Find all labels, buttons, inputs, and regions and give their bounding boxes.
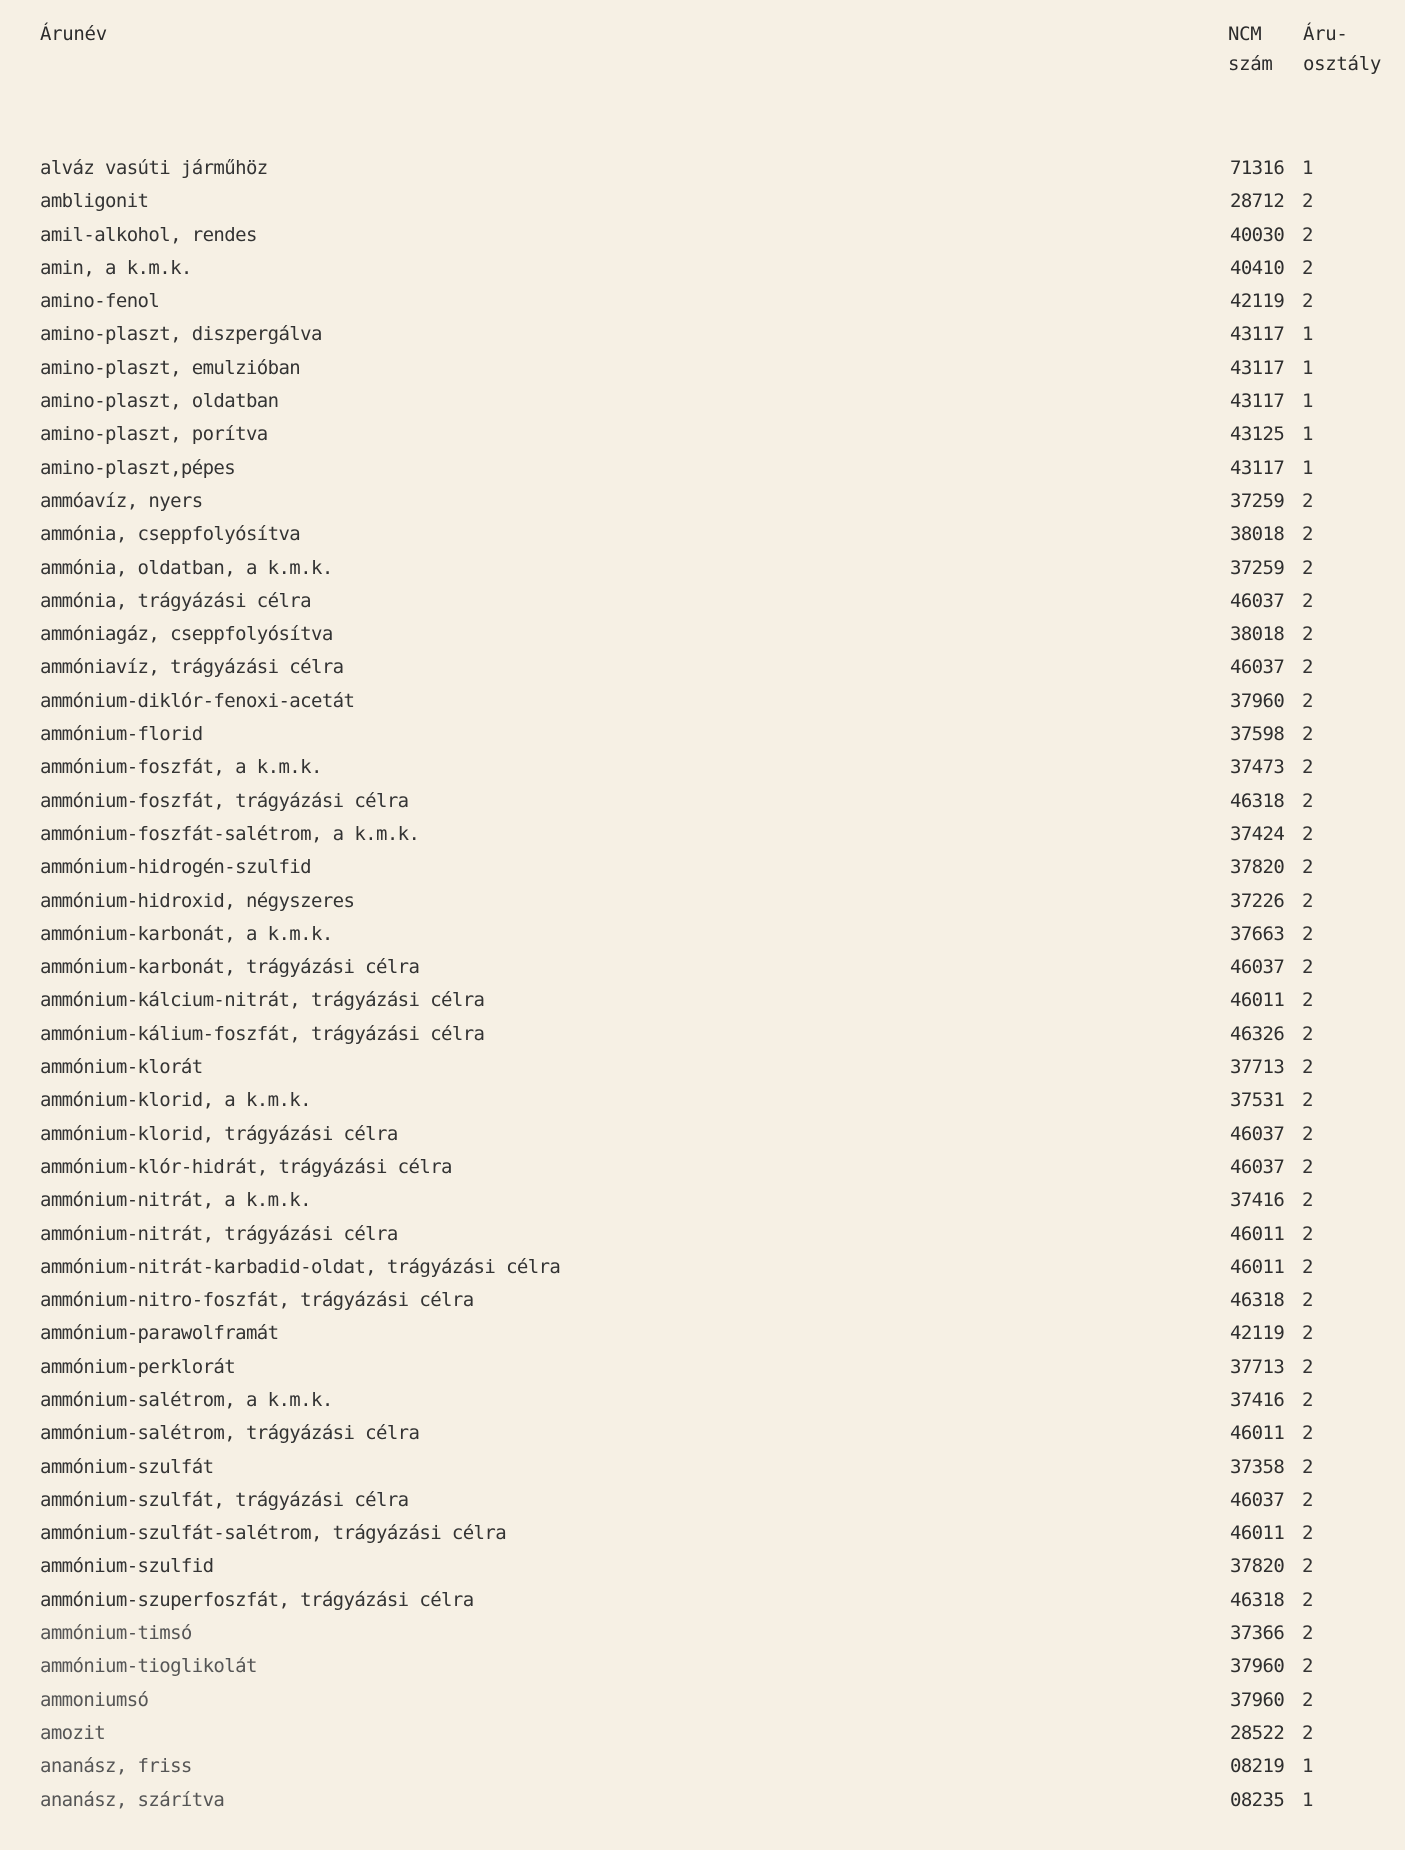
goods-class: 1	[1302, 423, 1313, 446]
list-item	[0, 1451, 1405, 1484]
goods-class: 2	[1302, 1388, 1313, 1411]
goods-name: ammónium-foszfát-salétrom, a k.m.k.	[40, 822, 420, 845]
goods-class: 2	[1302, 723, 1313, 746]
goods-name: ammónium-szulfid	[40, 1555, 214, 1578]
goods-class: 2	[1302, 1089, 1313, 1112]
list-item	[0, 1051, 1405, 1084]
goods-name: ammónium-parawolframát	[40, 1322, 279, 1345]
list-item	[0, 751, 1405, 784]
goods-class: 2	[1302, 689, 1313, 712]
list-item	[0, 585, 1405, 618]
list-item	[0, 1584, 1405, 1617]
ncm-number: 46037	[1230, 1488, 1285, 1511]
list-item	[0, 951, 1405, 984]
list-item	[0, 1251, 1405, 1284]
ncm-number: 46037	[1230, 1122, 1285, 1145]
ncm-number: 43117	[1230, 323, 1285, 346]
list-item	[0, 1717, 1405, 1750]
goods-name: ammónium-foszfát, trágyázási célra	[40, 789, 409, 812]
list-item	[0, 1684, 1405, 1717]
goods-class: 2	[1302, 822, 1313, 845]
list-item	[0, 685, 1405, 718]
list-item	[0, 385, 1405, 418]
ncm-number: 42119	[1230, 290, 1285, 313]
goods-class: 1	[1302, 456, 1313, 479]
goods-name: ananász, friss	[40, 1755, 192, 1778]
goods-name: ananász, szárítva	[40, 1788, 225, 1811]
ncm-number: 40410	[1230, 256, 1285, 279]
goods-name: ammóniagáz, cseppfolyósítva	[40, 623, 333, 646]
goods-class: 2	[1302, 1688, 1313, 1711]
goods-name: ammónium-klór-hidrát, trágyázási célra	[40, 1155, 452, 1178]
goods-name: amino-plaszt, emulzióban	[40, 356, 301, 379]
goods-name: ammónium-szulfát	[40, 1455, 214, 1478]
list-item	[0, 1550, 1405, 1583]
goods-class: 2	[1302, 1022, 1313, 1045]
ncm-number: 37960	[1230, 1655, 1285, 1678]
goods-name: ammónium-klorát	[40, 1056, 203, 1079]
ncm-number: 37531	[1230, 1089, 1285, 1112]
ncm-number: 37366	[1230, 1622, 1285, 1645]
ncm-number: 46011	[1230, 1422, 1285, 1445]
goods-name: ammónium-tioglikolát	[40, 1655, 257, 1678]
goods-class: 1	[1302, 1788, 1313, 1811]
goods-name: ammónium-karbonát, a k.m.k.	[40, 922, 333, 945]
list-item	[0, 1617, 1405, 1650]
ncm-number: 43117	[1230, 456, 1285, 479]
class-header-line1: Áru-	[1303, 23, 1348, 45]
ncm-number: 46037	[1230, 956, 1285, 979]
list-item	[0, 1151, 1405, 1184]
ncm-number: 46011	[1230, 989, 1285, 1012]
list-item	[0, 1650, 1405, 1683]
ncm-number: 37259	[1230, 489, 1285, 512]
goods-class: 2	[1302, 1555, 1313, 1578]
goods-class: 2	[1302, 1289, 1313, 1312]
goods-name: ammónia, trágyázási célra	[40, 589, 311, 612]
ncm-number: 46037	[1230, 656, 1285, 679]
goods-class: 2	[1302, 1422, 1313, 1445]
goods-name: ammónium-szulfát-salétrom, trágyázási célra	[40, 1522, 507, 1545]
ncm-number: 08219	[1230, 1755, 1285, 1778]
goods-name: amin, a k.m.k.	[40, 256, 192, 279]
goods-name: amozit	[40, 1721, 106, 1744]
list-item	[0, 1018, 1405, 1051]
ncm-number: 38018	[1230, 623, 1285, 646]
list-item	[0, 252, 1405, 285]
list-item	[0, 485, 1405, 518]
goods-name: ammónium-klorid, a k.m.k.	[40, 1089, 311, 1112]
list-item	[0, 618, 1405, 651]
goods-class: 2	[1302, 1622, 1313, 1645]
goods-name: ammónium-szuperfoszfát, trágyázási célra	[40, 1588, 474, 1611]
goods-name: ammónia, cseppfolyósítva	[40, 523, 301, 546]
goods-name: amino-plaszt,pépes	[40, 456, 236, 479]
goods-name: amino-plaszt, oldatban	[40, 390, 279, 413]
list-item	[0, 418, 1405, 451]
goods-name: ammónium-florid	[40, 723, 203, 746]
ncm-number: 43117	[1230, 390, 1285, 413]
list-item	[0, 1184, 1405, 1217]
goods-name: amino-plaszt, porítva	[40, 423, 268, 446]
goods-class: 2	[1302, 956, 1313, 979]
list-item	[0, 1384, 1405, 1417]
goods-class: 2	[1302, 789, 1313, 812]
goods-name: alváz vasúti járműhöz	[40, 157, 268, 179]
list-item	[0, 1750, 1405, 1783]
ncm-number: 37598	[1230, 723, 1285, 746]
list-item	[0, 1351, 1405, 1384]
goods-name: ammónium-diklór-fenoxi-acetát	[40, 689, 355, 712]
goods-list	[0, 152, 1405, 1817]
ncm-number: 37960	[1230, 1688, 1285, 1711]
list-item	[0, 318, 1405, 351]
list-item	[0, 785, 1405, 818]
goods-class: 2	[1302, 556, 1313, 579]
goods-name: amino-fenol	[40, 290, 160, 313]
ncm-number: 37416	[1230, 1189, 1285, 1212]
goods-name: ammónium-foszfát, a k.m.k.	[40, 756, 322, 779]
list-item	[0, 285, 1405, 318]
goods-name: ammónia, oldatban, a k.m.k.	[40, 556, 333, 579]
ncm-number: 37416	[1230, 1388, 1285, 1411]
list-item	[0, 718, 1405, 751]
goods-class: 2	[1302, 190, 1313, 213]
ncm-number: 37820	[1230, 1555, 1285, 1578]
goods-class: 2	[1302, 1721, 1313, 1744]
ncm-number: 46037	[1230, 589, 1285, 612]
goods-class: 2	[1302, 989, 1313, 1012]
goods-class: 2	[1302, 1189, 1313, 1212]
goods-name: ammónium-nitrát, a k.m.k.	[40, 1189, 311, 1212]
ncm-number: 08235	[1230, 1788, 1285, 1811]
ncm-number: 46011	[1230, 1222, 1285, 1245]
ncm-number: 37713	[1230, 1355, 1285, 1378]
list-item	[0, 518, 1405, 551]
ncm-header-line2: szám	[1228, 53, 1273, 75]
ncm-number: 37259	[1230, 556, 1285, 579]
list-item	[0, 352, 1405, 385]
ncm-number: 46011	[1230, 1522, 1285, 1545]
ncm-number: 42119	[1230, 1322, 1285, 1345]
goods-class: 2	[1302, 922, 1313, 945]
list-item	[0, 885, 1405, 918]
list-item	[0, 1218, 1405, 1251]
ncm-number: 28522	[1230, 1721, 1285, 1744]
ncm-number: 37820	[1230, 856, 1285, 879]
ncm-number: 46326	[1230, 1022, 1285, 1045]
goods-class: 2	[1302, 1522, 1313, 1545]
goods-class: 2	[1302, 1588, 1313, 1611]
list-item	[0, 1484, 1405, 1517]
goods-class: 2	[1302, 856, 1313, 879]
ncm-number: 46037	[1230, 1155, 1285, 1178]
goods-class: 2	[1302, 223, 1313, 246]
ncm-number: 43125	[1230, 423, 1285, 446]
goods-class: 2	[1302, 889, 1313, 912]
ncm-number: 37663	[1230, 922, 1285, 945]
goods-class: 1	[1302, 323, 1313, 346]
ncm-number: 46318	[1230, 1289, 1285, 1312]
goods-class: 2	[1302, 1655, 1313, 1678]
list-item	[0, 1517, 1405, 1550]
goods-class: 2	[1302, 256, 1313, 279]
list-item	[0, 818, 1405, 851]
list-item	[0, 1317, 1405, 1350]
column-header-class	[1303, 19, 1381, 79]
goods-class: 2	[1302, 290, 1313, 313]
goods-name: ammónium-perklorát	[40, 1355, 236, 1378]
ncm-number: 37358	[1230, 1455, 1285, 1478]
goods-name: ammónium-kálium-foszfát, trágyázási célra	[40, 1022, 485, 1045]
list-item	[0, 185, 1405, 218]
goods-class: 2	[1302, 1488, 1313, 1511]
list-item	[0, 1417, 1405, 1450]
list-item	[0, 851, 1405, 884]
goods-name: ammoniumsó	[40, 1688, 149, 1711]
ncm-number: 71316	[1230, 157, 1285, 179]
list-item	[0, 918, 1405, 951]
goods-class: 2	[1302, 623, 1313, 646]
goods-name: ambligonit	[40, 190, 149, 213]
goods-name: amil-alkohol, rendes	[40, 223, 257, 246]
goods-class: 2	[1302, 589, 1313, 612]
goods-name: ammónium-nitrát-karbadid-oldat, trágyázási célra	[40, 1255, 561, 1278]
goods-name: ammónium-salétrom, a k.m.k.	[40, 1388, 333, 1411]
ncm-number: 37713	[1230, 1056, 1285, 1079]
goods-name: ammónium-szulfát, trágyázási célra	[40, 1488, 409, 1511]
list-item	[0, 1084, 1405, 1117]
goods-name: ammónium-hidrogén-szulfid	[40, 856, 311, 879]
goods-class: 2	[1302, 1255, 1313, 1278]
goods-class: 2	[1302, 1355, 1313, 1378]
list-item	[0, 219, 1405, 252]
ncm-number: 37424	[1230, 822, 1285, 845]
ncm-header-line1: NCM	[1228, 23, 1262, 45]
ncm-number: 46318	[1230, 789, 1285, 812]
goods-class: 2	[1302, 1155, 1313, 1178]
list-item	[0, 1784, 1405, 1817]
class-header-line2: osztály	[1303, 53, 1381, 75]
goods-class: 2	[1302, 1056, 1313, 1079]
list-item	[0, 1118, 1405, 1151]
goods-name: ammónium-klorid, trágyázási célra	[40, 1122, 398, 1145]
ncm-number: 40030	[1230, 223, 1285, 246]
goods-class: 1	[1302, 390, 1313, 413]
goods-class: 2	[1302, 489, 1313, 512]
goods-name: ammónium-nitro-foszfát, trágyázási célra	[40, 1289, 474, 1312]
column-header-ncm	[1228, 19, 1273, 79]
goods-class: 2	[1302, 1455, 1313, 1478]
list-item	[0, 1284, 1405, 1317]
column-header-name: Árunév	[40, 23, 107, 45]
goods-class: 2	[1302, 1122, 1313, 1145]
goods-class: 2	[1302, 756, 1313, 779]
goods-name: ammónium-timsó	[40, 1622, 192, 1645]
list-item	[0, 651, 1405, 684]
goods-class: 1	[1302, 356, 1313, 379]
ncm-number: 46011	[1230, 1255, 1285, 1278]
goods-class: 2	[1302, 656, 1313, 679]
ncm-number: 37960	[1230, 689, 1285, 712]
goods-name: ammónium-salétrom, trágyázási célra	[40, 1422, 420, 1445]
goods-name: ammónium-kálcium-nitrát, trágyázási célra	[40, 989, 485, 1012]
ncm-number: 46318	[1230, 1588, 1285, 1611]
ncm-number: 38018	[1230, 523, 1285, 546]
goods-name: ammónium-karbonát, trágyázási célra	[40, 956, 420, 979]
list-item	[0, 452, 1405, 485]
goods-class: 2	[1302, 523, 1313, 546]
ncm-number: 37226	[1230, 889, 1285, 912]
goods-class: 1	[1302, 157, 1313, 179]
goods-name: ammónium-hidroxid, négyszeres	[40, 889, 355, 912]
goods-name: ammónium-nitrát, trágyázási célra	[40, 1222, 398, 1245]
list-item	[0, 152, 1405, 185]
goods-name: ammóavíz, nyers	[40, 489, 203, 512]
list-item	[0, 984, 1405, 1017]
goods-name: amino-plaszt, diszpergálva	[40, 323, 322, 346]
goods-class: 1	[1302, 1755, 1313, 1778]
goods-name: ammóniavíz, trágyázási célra	[40, 656, 344, 679]
list-item	[0, 552, 1405, 585]
goods-class: 2	[1302, 1222, 1313, 1245]
goods-class: 2	[1302, 1322, 1313, 1345]
ncm-number: 28712	[1230, 190, 1285, 213]
ncm-number: 37473	[1230, 756, 1285, 779]
ncm-number: 43117	[1230, 356, 1285, 379]
